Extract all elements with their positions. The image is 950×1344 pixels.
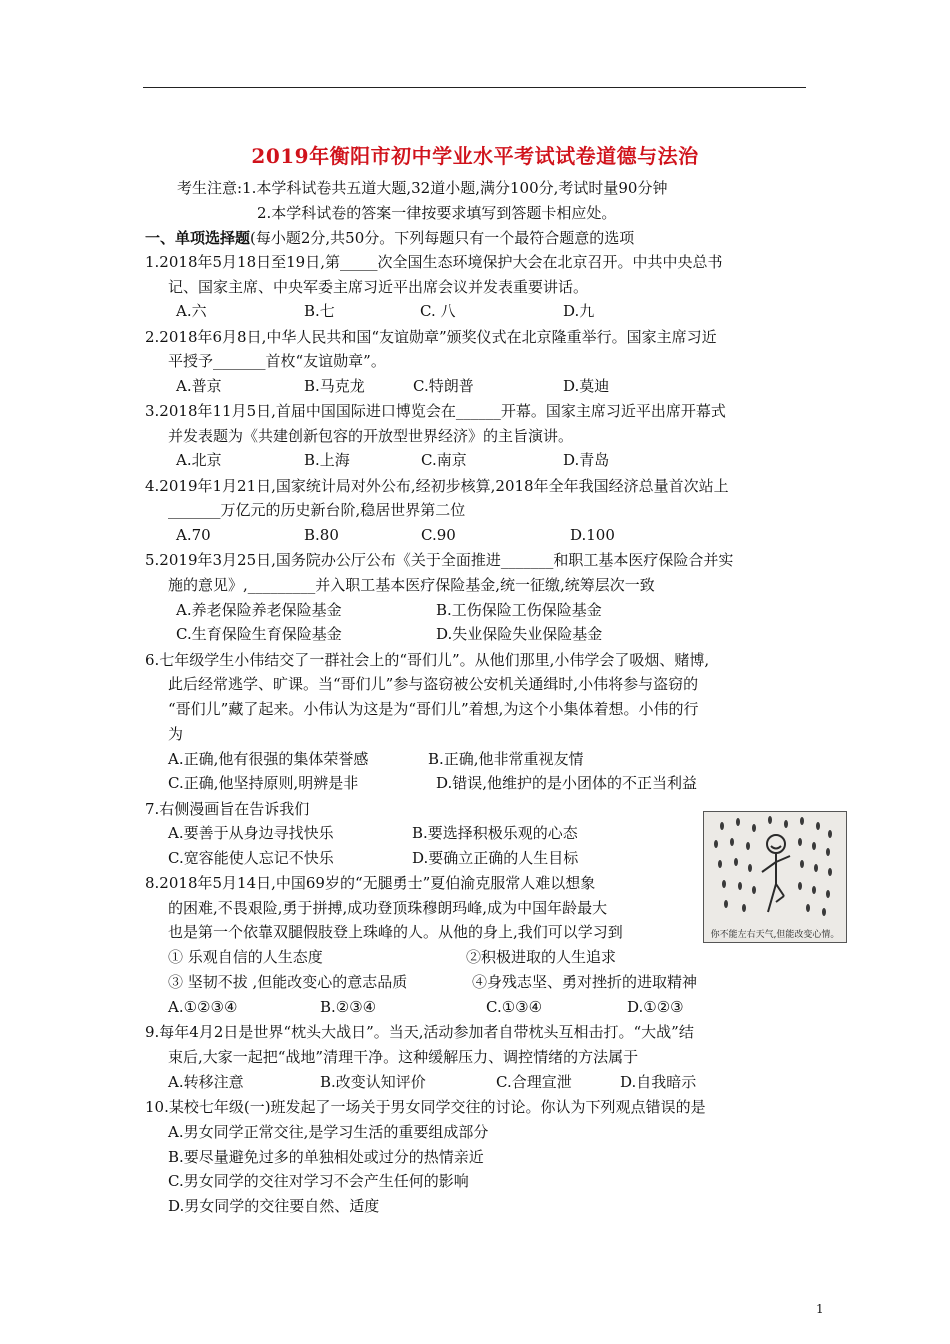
q4-option-b: B.80 (304, 526, 339, 544)
q2-option-d: D.莫迪 (563, 377, 610, 395)
q5-option-d: D.失业保险失业保险基金 (436, 625, 603, 643)
q10-option-d: D.男女同学的交往要自然、适度 (168, 1197, 380, 1215)
q2-option-a: A.普京 (176, 377, 222, 395)
q1-option-c: C. 八 (420, 302, 456, 320)
q4-option-a: A.70 (176, 526, 211, 544)
question-4-line-2: _______万亿元的历史新台阶,稳居世界第二位 (168, 501, 466, 519)
question-3-line-1: 3.2018年11月5日,首届中国国际进口博览会在______开幕。国家主席习近平出席开幕式 (145, 402, 726, 420)
q8-statement-4: ④身残志坚、勇对挫折的进取精神 (472, 973, 698, 991)
q7-option-d: D.要确立正确的人生目标 (412, 849, 579, 867)
question-2-line-1: 2.2018年6月8日,中华人民共和国“友谊勋章”颁奖仪式在北京隆重举行。国家主席习近 (145, 328, 717, 346)
question-5-line-2: 施的意见》,_________并入职工基本医疗保险基金,统一征缴,统筹层次一致 (168, 576, 655, 594)
question-2-line-2: 平授予_______首枚“友谊勋章”。 (168, 352, 386, 370)
q8-option-c: C.①③④ (486, 998, 543, 1016)
q10-option-c: C.男女同学的交往对学习不会产生任何的影响 (168, 1172, 469, 1190)
rain-figure-drawing (704, 812, 846, 928)
notice-line-1: 考生注意:1.本学科试卷共五道大题,32道小题,满分100分,考试时量90分钟 (177, 179, 668, 197)
q8-option-d: D.①②③ (627, 998, 684, 1016)
q5-option-a: A.养老保险养老保险基金 (176, 601, 342, 619)
q3-option-d: D.青岛 (563, 451, 610, 469)
q6-option-a: A.正确,他有很强的集体荣誉感 (168, 750, 369, 768)
question-6-line-1: 6.七年级学生小伟结交了一群社会上的“哥们儿”。从他们那里,小伟学会了吸烟、赌博, (145, 651, 710, 669)
q8-statement-1: ① 乐观自信的人生态度 (168, 948, 323, 966)
q6-option-b: B.正确,他非常重视友情 (428, 750, 584, 768)
question-6-line-2: 此后经常逃学、旷课。当“哥们儿”参与盗窃被公安机关通缉时,小伟将参与盗窃的 (168, 675, 699, 693)
q9-option-b: B.改变认知评价 (320, 1073, 426, 1091)
q9-option-a: A.转移注意 (168, 1073, 244, 1091)
q3-option-a: A.北京 (176, 451, 222, 469)
q3-option-c: C.南京 (421, 451, 467, 469)
section-title: 一、单项选择题 (145, 229, 251, 247)
question-7-line-1: 7.右侧漫画旨在告诉我们 (145, 800, 310, 818)
q8-option-b: B.②③④ (320, 998, 377, 1016)
cartoon-caption: 你不能左右天气,但能改变心情。 (710, 930, 840, 940)
q8-statement-3: ③ 坚韧不拔 ,但能改变心的意志品质 (168, 973, 408, 991)
q1-option-a: A.六 (176, 302, 207, 320)
q8-statement-2: ②积极进取的人生追求 (466, 948, 617, 966)
q7-option-b: B.要选择积极乐观的心态 (412, 824, 578, 842)
q9-option-d: D.自我暗示 (620, 1073, 697, 1091)
q6-option-d: D.错误,他维护的是小团体的不正当利益 (436, 774, 698, 792)
q10-option-a: A.男女同学正常交往,是学习生活的重要组成部分 (168, 1123, 489, 1141)
question-6-line-3: “哥们儿”藏了起来。小伟认为这是为“哥们儿”着想,为这个小集体着想。小伟的行 (168, 700, 699, 718)
cartoon-illustration (703, 811, 847, 943)
header-rule (143, 87, 806, 88)
question-1-line-2: 记、国家主席、中央军委主席习近平出席会议并发表重要讲话。 (168, 278, 589, 296)
q2-option-b: B.马克龙 (304, 377, 365, 395)
q1-option-b: B.七 (304, 302, 335, 320)
question-1-line-1: 1.2018年5月18日至19日,第_____次全国生态环境保护大会在北京召开。中共中央总书 (145, 253, 723, 271)
section-instruction: (每小题2分,共50分。下列每题只有一个最符合题意的选项 (250, 229, 635, 247)
q1-option-d: D.九 (563, 302, 595, 320)
q4-option-c: C.90 (421, 526, 456, 544)
question-4-line-1: 4.2019年1月21日,国家统计局对外公布,经初步核算,2018年全年我国经济总量首次站上 (145, 477, 729, 495)
page-number: 1 (816, 1302, 824, 1316)
question-3-line-2: 并发表题为《共建创新包容的开放型世界经济》的主旨演讲。 (168, 427, 574, 445)
q5-option-c: C.生育保险生育保险基金 (176, 625, 342, 643)
q5-option-b: B.工伤保险工伤保险基金 (436, 601, 602, 619)
notice-line-2: 2.本学科试卷的答案一律按要求填写到答题卡相应处。 (257, 204, 617, 222)
question-6-line-4: 为 (168, 725, 184, 743)
q3-option-b: B.上海 (304, 451, 350, 469)
q10-option-b: B.要尽量避免过多的单独相处或过分的热情亲近 (168, 1148, 484, 1166)
q2-option-c: C.特朗普 (413, 377, 474, 395)
q8-option-a: A.①②③④ (168, 998, 238, 1016)
q6-option-c: C.正确,他坚持原则,明辨是非 (168, 774, 359, 792)
question-9-line-2: 束后,大家一起把“战地”清理干净。这种缓解压力、调控情绪的方法属于 (168, 1048, 639, 1066)
q7-option-a: A.要善于从身边寻找快乐 (168, 824, 334, 842)
question-8-line-2: 的困难,不畏艰险,勇于拼搏,成功登顶珠穆朗玛峰,成为中国年龄最大 (168, 899, 608, 917)
question-8-line-1: 8.2018年5月14日,中国69岁的“无腿勇士”夏伯渝克服常人难以想象 (145, 874, 596, 892)
q7-option-c: C.宽容能使人忘记不快乐 (168, 849, 334, 867)
question-8-line-3: 也是第一个依靠双腿假肢登上珠峰的人。从他的身上,我们可以学习到 (168, 923, 623, 941)
question-10-line-1: 10.某校七年级(一)班发起了一场关于男女同学交往的讨论。你认为下列观点错误的是 (145, 1098, 706, 1116)
section-heading (145, 227, 634, 248)
q4-option-d: D.100 (570, 526, 615, 544)
question-5-line-1: 5.2019年3月25日,国务院办公厅公布《关于全面推进_______和职工基本医疗保险合并实 (145, 551, 734, 569)
question-9-line-1: 9.每年4月2日是世界“枕头大战日”。当天,活动参加者自带枕头互相击打。“大战”结 (145, 1023, 694, 1041)
q9-option-c: C.合理宣泄 (496, 1073, 572, 1091)
exam-title: 2019年衡阳市初中学业水平考试试卷道德与法治 (251, 144, 699, 168)
